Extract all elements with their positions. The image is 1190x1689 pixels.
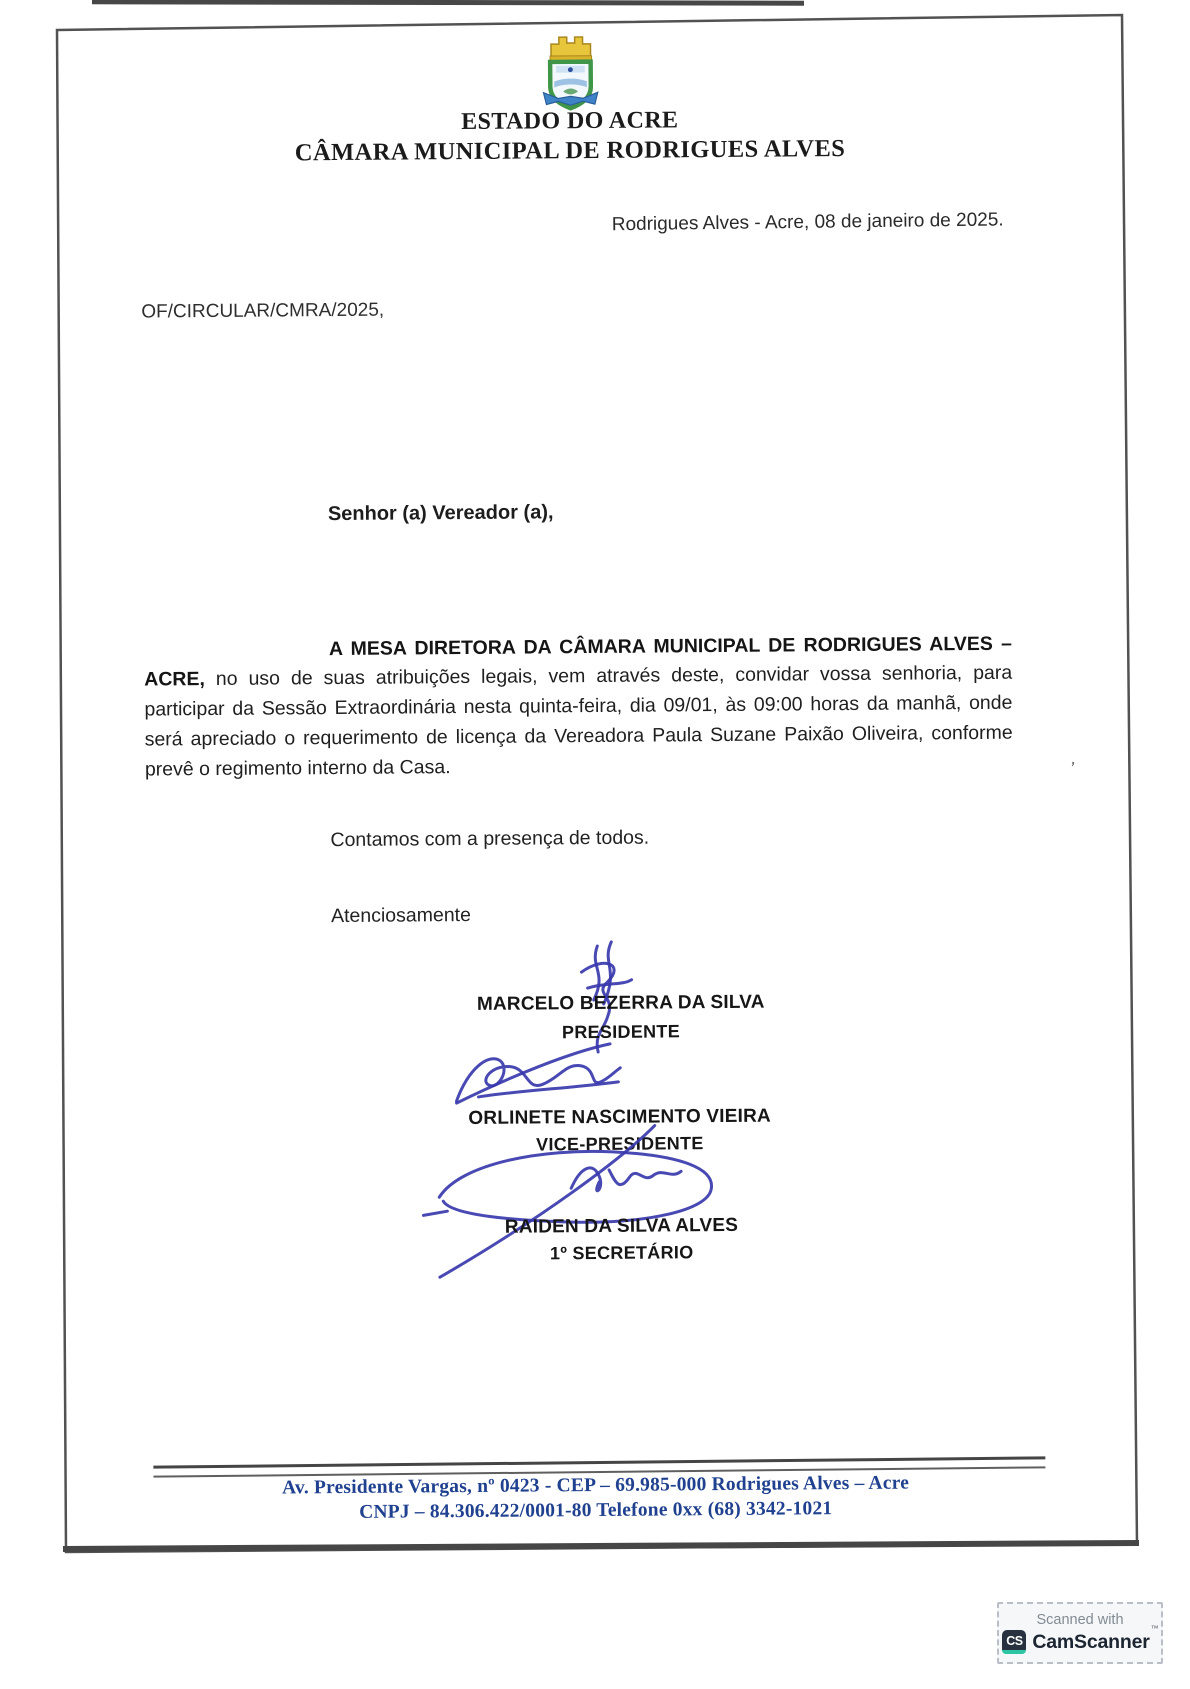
footer-cnpj-phone: CNPJ – 84.306.422/0001-80 Telefone 0xx (68) 3342-1021 <box>359 1498 833 1523</box>
signatory-name-first-secretary: RAIDEN DA SILVA ALVES <box>504 1214 739 1238</box>
signatory-title-first-secretary: 1º SECRETÁRIO <box>549 1242 694 1264</box>
scan-stray-mark: ’ <box>1068 758 1076 779</box>
body-paragraph <box>144 629 1013 785</box>
municipal-coat-of-arms-icon <box>522 30 619 115</box>
signature-ink-vice-president <box>448 1036 627 1115</box>
salutation: Senhor (a) Vereador (a), <box>327 501 554 526</box>
valediction: Atenciosamente <box>330 903 471 928</box>
body-lead-bold: A MESA DIRETORA DA CÂMARA MUNICIPAL DE RODRIGUES ALVES – ACRE, <box>144 632 1013 691</box>
signatory-title-president: PRESIDENTE <box>561 1021 681 1043</box>
camscanner-brand-row <box>1002 1623 1159 1654</box>
signatory-title-vice-president: VICE-PRESIDENTE <box>536 1133 704 1155</box>
letterhead-municipality-title: CÂMARA MUNICIPAL DE RODRIGUES ALVES <box>294 135 846 167</box>
camscanner-app-name: CamScanner™ <box>1032 1623 1159 1653</box>
camscanner-watermark <box>997 1602 1163 1664</box>
signatory-name-vice-president: ORLINETE NASCIMENTO VIEIRA <box>468 1105 771 1130</box>
letterhead-state-title: ESTADO DO ACRE <box>461 107 679 136</box>
trademark-symbol: ™ <box>1150 1623 1159 1633</box>
camscanner-scanned-with-label: Scanned with <box>1036 1612 1124 1628</box>
footer-address: Av. Presidente Vargas, nº 0423 - CEP – 69.985-000 Rodrigues Alves – Acre <box>281 1472 910 1499</box>
camscanner-cs-icon: CS <box>1002 1630 1026 1654</box>
body-continuation: no uso de suas atribuições legais, vem através deste, convidar vossa senhoria, para participar da Sessão Extraordinária nesta quinta-feira, dia 09/01, às 09:00 horas da manhã, onde será apreciado o requerimento de licença da Vereadora Paula Suzane Paixão Oliveira, conforme prevê o regimento interno da Casa. <box>144 662 1013 781</box>
closing-sentence: Contamos com a presença de todos. <box>330 826 650 852</box>
dateline: Rodrigues Alves - Acre, 08 de janeiro de 2025. <box>611 209 1004 236</box>
reference-number: OF/CIRCULAR/CMRA/2025, <box>141 299 385 323</box>
signatory-name-president: MARCELO BEZERRA DA SILVA <box>476 991 765 1015</box>
